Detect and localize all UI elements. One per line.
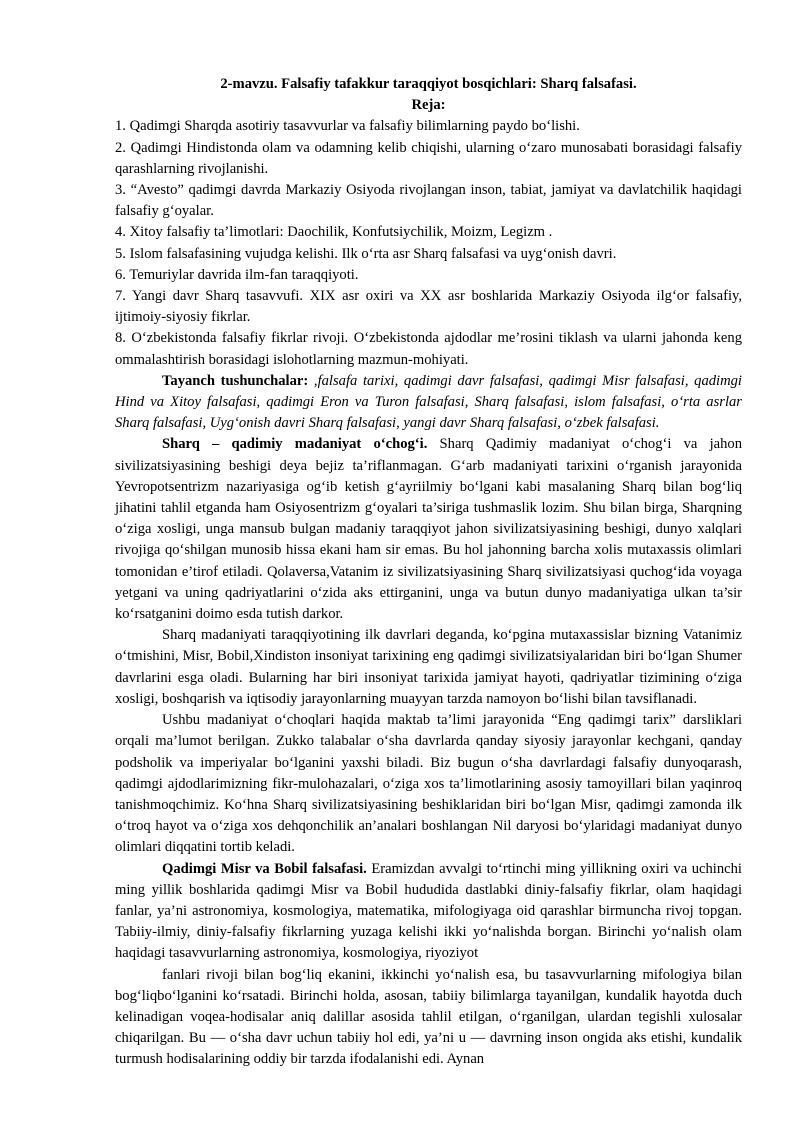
plan-item: 1. Qadimgi Sharqda asotiriy tasavvurlar va falsafiy bilimlarning paydo bo‘lishi. [115, 118, 580, 135]
document-title: 2-mavzu. Falsafiy tafakkur taraqqiyot bosqichlari: Sharq falsafasi. [220, 76, 637, 92]
paragraph-text: Sharq Qadimiy madaniyat o‘chog‘i va jahon sivilizatsiyasining beshigi deya bejiz ta’riflanmagan. G‘arb madaniyati tarixini o‘rganish jarayonida Yevropotsentrizm nazariyasiga og‘ib ketish g‘ayriilmiy bo‘lgani kabi masalaning Sharq bilan bog‘liq jihatini tahlil etganda ham Osiyosentrizm g‘oyalari ta’siriga tushmaslik lozim. Shu bilan birga, Sharqning o‘ziga xosligi, unga mansub bulgan madaniy taraqqiyot jahon sivilizatsiyasining beshigi, dunyo xalqlari rivojiga qo‘shilgan munosib hissa ekani ham sir emas. Bu hol jahonning barcha xolis mutaxassis olimlari tomonidan e’tirof etiladi. Qolaversa,Vatanim iz sivilizatsiyasining Sharq sivilizatsiyasi quchog‘ida voyaga yetgani va uning qadriyatlarini o‘zida aks ettirganini, unga va butun dunyo madaniyatiga ulkan ta’sir ko‘rsatganini doimo esda tutish darkor. [115, 436, 742, 623]
plan-item: 7. Yangi davr Sharq tasavvufi. XIX asr oxiri va XX asr boshlarida Markaziy Osiyoda ilg‘or falsafiy, ijtimoiy-siyosiy fikrlar. [115, 288, 742, 326]
paragraph-text: Eramizdan avvalgi to‘rtinchi ming yillikning oxiri va uchinchi ming yillik boshlarida qadimgi Misr va Bobil hududida dastlabki diniy-falsafiy fikrlar, olam haqidagi fanlar, ya’ni astronomiya, kosmologiya, matematika, mifologiyaga oid qarashlar birmuncha rivoj topgan. Tabiiy-ilmiy, diniy-falsafiy fikrlarning yuzaga kelishi ikki yo‘nalishda borgan. Birinchi yo‘nalish olam haqidagi tasavvurlarning astronomiya, kosmologiya, riyoziyot [115, 860, 742, 962]
body-paragraph: Ushbu madaniyat o‘choqlari haqida maktab ta’limi jarayonida “Eng qadimgi tarix” darsliklari orqali ma’lumot berilgan. Zukko talabalar o‘sha davrlarda qanday siyosiy jarayonlar kechgani, qanday podsholik va imperiyalar bo‘lganini yaxshi biladi. Biz bugun o‘sha davrlardagi falsafiy dunyoqarash, qadimgi ajdodlarimizning fikr-mulohazalari, o‘ziga xos ta’limotlarining asosiy tamoyillari bilan yaqinroq tanishmoqchimiz. Ko‘hna Sharq sivilizatsiyasining beshiklaridan biri bo‘lgan Misr, qadimgi zamonda ilk o‘troq hayot va o‘ziga xos dehqonchilik an’analari boshlangan Nil daryosi bo‘ylaridagi madaniyat dunyo olimlari diqqatini tortib keladi. [115, 712, 742, 856]
plan-item: 3. “Avesto” qadimgi davrda Markaziy Osiyoda rivojlangan inson, tabiat, jamiyat va davlatchilik haqidagi falsafiy g‘oyalar. [115, 182, 742, 220]
keywords-paragraph [115, 371, 742, 435]
plan-item: 6. Temuriylar davrida ilm-fan taraqqiyoti. [115, 266, 359, 283]
plan-heading: Reja: [411, 97, 446, 114]
keywords-label: Tayanch tushunchalar: [162, 372, 309, 389]
keywords-text: ,falsafa tarixi, qadimgi davr falsafasi, qadimgi Misr falsafasi, qadimgi Hind va Xitoy falsafasi, qadimgi Eron va Turon falsafasi, Sharq falsafasi, islom falsafasi, o‘rta asrlar Sharq falsafasi, Uyg‘onish davri Sharq falsafasi, yangi davr Sharq falsafasi, o‘zbek falsafasi. [115, 372, 742, 432]
plan-item: 5. Islom falsafasining vujudga kelishi. Ilk o‘rta asr Sharq falsafasi va uyg‘onish davri. [115, 245, 617, 262]
body-paragraph [115, 434, 742, 625]
section-heading: Qadimgi Misr va Bobil falsafasi. [162, 860, 367, 877]
body-paragraph: Sharq madaniyati taraqqiyotining ilk davrlari deganda, ko‘pgina mutaxassislar bizning Vatanimiz o‘tmishini, Misr, Bobil,Xindiston insoniyat tarixining eng qadimgi sivilizatsiyalaridan biri bo‘lgan Shumer davrlarini esga oladi. Bularning har biri insoniyat tarixida jamiyat hayoti, qadriyatlar tizimining o‘ziga xosligi, boshqarish va iqtisodiy jarayonlarning muayyan tarzda namoyon bo‘lishi bilan tavsiflanadi. [115, 627, 742, 707]
plan-item: 8. O‘zbekistonda falsafiy fikrlar rivoji. O‘zbekistonda ajdodlar me’rosini tiklash va ularni jahonda keng ommalashtirish borasidagi islohotlarning mazmun-mohiyati. [115, 330, 742, 368]
plan-list [115, 116, 742, 370]
body-paragraph: fanlari rivoji bilan bog‘liq ekanini, ikkinchi yo‘nalish esa, bu tasavvurlarning mifologiya bilan bog‘liqbo‘lganini ko‘rsatadi. Birinchi holda, asosan, tabiiy bilimlarga tayanilgan, kundalik hayotda duch kelinadigan voqea-hodisalar aniq dalillar asosida tahlil etilgan, o‘rganilgan, ulardan tegishli xulosalar chiqarilgan. Bu — o‘sha davr uchun tabiiy hol edi, ya’ni u — davrning inson ongida aks etishi, kundalik turmush hodisalarining oddiy bir tarzda ifodalanishi edi. Aynan [115, 966, 742, 1068]
plan-item: 2. Qadimgi Hindistonda olam va odamning kelib chiqishi, ularning o‘zaro munosabati borasidagi falsafiy qarashlarning rivojlanishi. [115, 139, 742, 177]
body-paragraph [115, 859, 742, 965]
section-heading: Sharq – qadimiy madaniyat o‘chog‘i. [162, 436, 428, 453]
plan-item: 4. Xitoy falsafiy ta’limotlari: Daochilik, Konfutsiychilik, Moizm, Legizm . [115, 224, 553, 241]
